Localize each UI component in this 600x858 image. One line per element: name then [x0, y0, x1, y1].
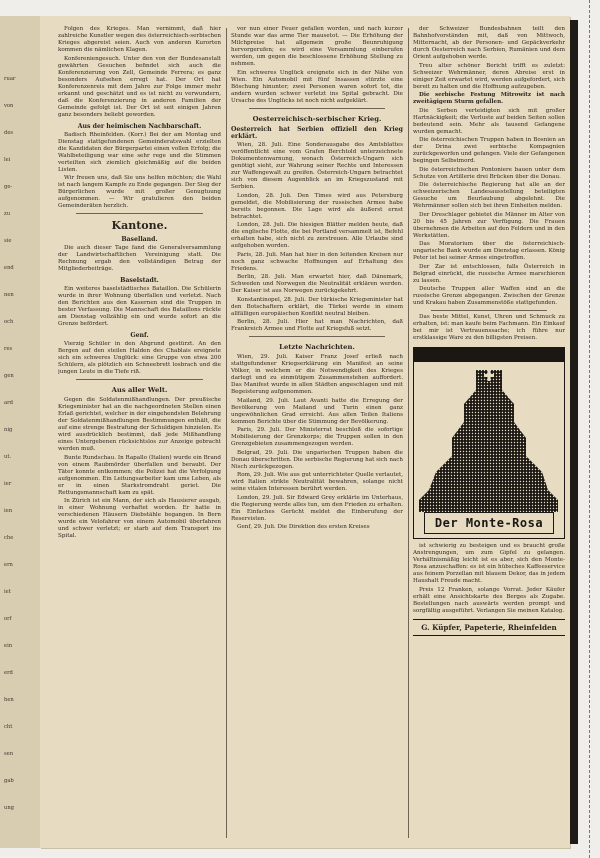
spine-text-fragment: nen [4, 292, 14, 298]
dispatch-paragraph: Der Zar ist entschlossen, falls Österreich in Belgrad einrückt, die russische Armee marschieren zu lassen. [413, 263, 565, 284]
spine-text-fragment: gen [4, 373, 14, 379]
article-paragraph: Badisch Rheinfelden. (Korr.) Bei der am Montag und Dienstag stattgefundenen Gemeinderatswahl erzielten die Kandidaten der Bürgerpartei einen vollen Erfolg; die Wahlbeteiligung war eine sehr rege und die Stimmen verteilten sich ziemlich gleichmäßig auf die beiden Listen. [58, 131, 221, 173]
cantons-heading: Kantone. [111, 219, 168, 232]
neighbourhood-heading: Aus der heimischen Nachbarschaft. [77, 122, 202, 130]
spine-text-fragment: cht [4, 724, 13, 730]
spine-text-fragment: ern [4, 562, 13, 568]
divider [76, 213, 203, 214]
spine-text-fragment: erd [4, 670, 13, 676]
spine-text-fragment: ut. [4, 454, 12, 460]
newspaper-page [40, 16, 570, 848]
spine-text-fragment: nig [4, 427, 13, 433]
dispatch-paragraph: Paris, 29. Juli. Der Ministerrat beschloß die sofortige Mobilisierung der Grenzkorps; die Truppen sollen in den Grenzgebieten zusammengezogen werden. [231, 427, 403, 448]
war-subheading: Oesterreich hat Serbien offiziell den Krieg erklärt. [231, 125, 403, 141]
mountain-shape [419, 370, 558, 512]
middle-column [231, 26, 403, 841]
spine-text-fragment: sie [4, 238, 12, 244]
dispatch-paragraph: Deutsche Truppen aller Waffen sind an die russische Grenze abgegangen. Zwischen der Grenze und Krakau haben Zusammenstöße stattgefunden. [413, 286, 565, 306]
dispatch-paragraph: Die österreichische Regierung hat alle an der schweizerischen Landesausstellung beteiligten Gesuche um Beurlaubung abgelehnt. Die Wehrmänner sollen sich bei ihren Einheiten melden. [413, 182, 565, 209]
dispatch-paragraph: London, 28. Juli. Die hiesigen Blätter melden heute, daß die englische Flotte, die bei Portland versammelt ist, Befehl erhalten habe, sich nicht zu zerstreuen. Alle Urlaube sind aufgehoben worden. [231, 222, 403, 250]
dispatch-paragraph: Genf, 29. Juli. Die Direktion des ersten Kreises [237, 524, 370, 531]
spine-text-fragment: och [4, 319, 14, 325]
spine-text-fragment: von [4, 103, 14, 109]
spine-text-fragment: end [4, 265, 14, 271]
dispatch-paragraph: Paris, 28. Juli. Man hat hier in den leitenden Kreisen nur noch ganz schwache Hoffnungen auf Erhaltung des Friedens. [231, 251, 403, 272]
article-paragraph: Wir freuen uns, daß Sie uns helfen möchten; die Wahl ist nach langem Kampfe zu Ende gegangen. Der Sieg der Bürgerlichen wurde mit großer Genugtuung aufgenommen. — Wir gratulieren den beiden Gemeinderäten herzlich. [58, 175, 221, 209]
article-paragraph: Gegen die Soldatenmißhandlungen. Der preußische Kriegsminister hat an die nachgeordneten Stellen einen Erlaß gerichtet, welcher in der eingehendsten Belehrung der Soldatenmißhandlungen Bestimmungen enthält, die auf eine strenge Bestrafung der Schuldigen hinzielen. Es wird ausdrücklich bestimmt, daß jede Mißhandlung eines Untergebenen rücksichtslos zur Anzeige gebracht werden muß. [58, 397, 221, 452]
spine-text-fragment: hen [4, 697, 14, 703]
right-column [413, 26, 565, 841]
divider [431, 310, 547, 311]
spine-text-fragment: des [4, 130, 14, 136]
spine-text-fragment: orf [4, 616, 12, 622]
war-heading: Oesterreichisch-serbischer Krieg. [252, 114, 382, 123]
canton-paragraph: Ein weiteres baselstädtisches Bataillon. Die Schülerin wurde in ihrer Wohnung überfallen und verletzt. Nach den Berichten aus den Kasernen sind die Truppen in bester Verfassung. Die Mannschaft des Bataillons rückte am Dienstag vollzählig ein und wurde sofort an die Grenze befördert. [58, 286, 221, 327]
article-paragraph: Ein schweres Unglück ereignete sich in der Nähe von Wien. Ein Automobil mit fünf Insassen stürzte eine Böschung hinunter; zwei Personen waren sofort tot, die andern wurden schwer verletzt ins Spital gebracht. Die Ursache des Unglücks ist noch nicht aufgeklärt. [231, 69, 403, 104]
dispatch-paragraph: Berlin, 28. Juli. Hier hat man Nachrichten, daß Frankreich Armee und Flotte auf Kriegsfuß setzt. [231, 319, 403, 333]
mountain-illustration [414, 360, 563, 512]
article-paragraph: vor nun einer Feuer gefallen worden, und nach kurzer Stunde war das arme Tier mausetot. — Die Erhöhung der Milchpreise hat allgemein große Beunruhigung hervorgerufen; es wird eine Versammlung einberufen werden, um gegen die beschlossene Erhöhung Stellung zu nehmen. [231, 26, 403, 67]
notice-paragraph: Das beste Mittel, Kunst, Uhren und Schmuck zu erhalten, ist: man kaufe beim Fachmann. Ein Einkauf bei mir ist Vertrauenssache; ich führe nur erstklassige Ware zu den billigsten Preisen. [413, 314, 565, 341]
ad-paragraph: Preis 12 Franken, solange Vorrat. Jeder Käufer erhält eine Ansichtskarte des Berges als Zugabe. Bestellungen nach auswärts werden prompt und sorgfältig ausgeführt. Verlangen Sie meinen Katalog. [413, 586, 565, 614]
spine-text-fragment: res [4, 346, 13, 352]
divider [76, 379, 203, 380]
dispatch-paragraph: Mailand, 29. Juli. Laut Avanti hatte die Erregung der Bevölkerung von Mailand und Turin einen ganz ungewöhnlichen Grad erreicht. Aus allen Teilen Italiens kommen Berichte über die Stimmung der Bevölkerung. [231, 397, 403, 425]
spine-text-fragment: iet [4, 589, 11, 595]
article-paragraph: Treu alter schöner Bericht trifft es zuletzt: Schweizer Wehrmänner, deren Abreise erst in einiger Zeit erwartet wird, werden aufgefordert, sich bereit zu halten und die Hoffnung aufzugeben. [413, 62, 565, 90]
dispatch-paragraph: London, 28. Juli. Den Times wird aus Petersburg gemeldet, die Mobilisierung der russischen Armee habe bereits begonnen. Die Lage wird als äußerst ernst betrachtet. [231, 192, 403, 220]
dispatch-paragraph: Belgrad, 29. Juli. Die ungarischen Truppen haben die Donau überschritten. Die serbische Regierung hat sich nach Nisch zurückgezogen. [231, 449, 403, 470]
spine-text-fragment: zu [4, 211, 11, 217]
dispatch-paragraph: Rom, 29. Juli. Wie aus gut unterrichteter Quelle verlautet, wird Italien strikte Neutralität bewahren, solange nicht seine vitalen Interessen berührt werden. [231, 472, 403, 493]
article-paragraph: Folgen des Krieges. Man vernimmt, daß hier zahlreiche Kunstler wegen des österreichisch-serbischen Krieges abgereist seien. Auch von anderen Kurorten kommen die nämlichen Klagen. [58, 26, 221, 53]
latest-news-heading: Letzte Nachrichten. [279, 343, 355, 352]
article-paragraph: In Zürich ist ein Mann, der sich als Hausierer ausgab, in einer Wohnung verhaftet worden. Er hatte in verschiedenen Häusern Diebstähle begangen. In Bern wurde ein Velofahrer von einem Automobil überfahren und schwer verletzt; er starb auf dem Transport ins Spital. [58, 498, 221, 539]
spine-text-fragment: ard [4, 400, 13, 406]
divider [249, 108, 385, 109]
spine-text-fragment: ruar [4, 76, 16, 82]
dispatch-paragraph: Konstantinopel, 28. Juli. Der türkische Kriegsminister hat den Botschaftern erklärt, die Türkei werde in einem allfälligen europäischen Konflikt neutral bleiben. [231, 296, 403, 317]
dispatch-paragraph: Die österreichischen Truppen haben in Bosnien an der Drina zwei serbische Kompagnien zurückgeworfen und gefangen. Viele der Gefangenen begingen Selbstmord. [413, 137, 565, 164]
spine-text-fragment: che [4, 535, 14, 541]
dispatch-paragraph: Wien, 28. Juli. Eine Sonderausgabe des Amtsblattes veröffentlicht eine vom Grafen Berchtold unterzeichnete Dokumentenwarnung, wonach Österreich-Ungarn sich genötigt sieht, zur Wahrung seiner Rechte und Interessen zur Waffengewalt zu greifen. Österreich-Ungarn betrachtet sich von diesem Augenblick an im Kriegszustand mit Serbien. [231, 142, 403, 191]
spine-text-fragment: ge- [4, 184, 13, 190]
ad-paragraph: ist schwierig zu besteigen und es braucht große Anstrengungen, um zum Gipfel zu gelangen. Verhältnismäßig leicht ist es aber, sich den Monte-Rosa anzuschaffen: es ist ein hübsches Kaffeeservice aus feinem Porzellan mit blauem Dekor, das in jedem Haushalt Freude macht. [413, 543, 565, 584]
spine-text-fragment: ein [4, 643, 13, 649]
left-column [58, 26, 221, 841]
article-paragraph: der Schweizer Bundesbahnen teilt den Bahnhofvorständen mit, daß von Mittwoch, Mitternacht, ab der Personen- und Gepäckverkehr durch Oesterreich nach Serbien, Rumänien und dem Orient aufgehoben werde. [413, 26, 565, 60]
article-paragraph: Konfereniengesuch. Unter den von der Bundesanstalt gewährten Gesuchen befindet sich auch die Konferenzierung von Zell, Gemeinde Ferrera; es ganz besonders Aufsehen erregt hat. Der Ort hat Konferenzenreis mit dem Jahre zur Folge immer mehr erkannt und geschätzt und es ist nicht zu verwundern, daß die Konferenzierung in anderen Familien der Gemeinde gefolgt ist. Der Ort ist seit einigen Jahren ganz besonders beliebt geworden. [58, 55, 221, 118]
crop-guide-line [589, 0, 590, 858]
dispatch-paragraph: Die Serben verteidigten sich mit großer Hartnäckigkeit; die Verluste auf beiden Seiten sollen bedeutend sein. Mehr als tausend Gefangene wurden gemacht. [413, 107, 565, 135]
column-rule [226, 28, 227, 838]
spine-text-fragment: lei [4, 157, 11, 163]
world-news-heading: Aus aller Welt. [111, 386, 168, 394]
dispatch-paragraph: Die österreichischen Pontoniere bauen unter dem Schutze von Artillerie drei Brücken über die Donau. [413, 166, 565, 180]
canton-paragraph: Die auch dieser Tage fand die Generalversammlung der Landwirtschaftlichen Vereinigung statt. Die Rechnung ergab den vollständigen Betrag der Mitgliederbeiträge. [58, 245, 221, 272]
dispatch-paragraph: Der Dreschlager gebietet die Männer im Alter von 20 bis 45 Jahren zur Verfügung. Die Frauen übernehmen die Arbeiten auf den Feldern und in den Werkstätten. [413, 211, 565, 239]
canton-title: Genf. [130, 332, 149, 339]
dispatch-paragraph: London, 29. Juli. Sir Edward Grey erklärte im Unterhaus, die Regierung werde alles tun, um den Frieden zu erhalten. Ein Einfaches Gerücht meldet die Einberufung der Reservisten. [231, 494, 403, 522]
binding-edge [570, 20, 578, 844]
canton-title: Baselland. [121, 236, 158, 243]
adjacent-page-edge [0, 16, 40, 848]
spine-text-fragment: ier [4, 481, 12, 487]
article-paragraph: Bunte Rundschau. In Rapallo (Italien) wurde ein Brand von einem Raubmörder überfallen und beraubt. Der Täter konnte entkommen; die Polizei hat die Verfolgung aufgenommen. Ein Leitungsarbeiter kam ums Leben, als er in einen Starkstromdraht geriet. Die Rettungsmannschaft kam zu spät. [58, 454, 221, 496]
shop-signature: G. Küpfer, Papeterie, Rheinfelden [413, 619, 565, 636]
dispatch-paragraph: Das Moratorium über die österreichisch-ungarische Bank wurde am Dienstag erlassen. König Peter ist bei seiner Armee eingetroffen. [413, 241, 565, 261]
spine-text-fragment: sen [4, 751, 14, 757]
canton-title: Baselstadt. [120, 277, 159, 284]
dispatch-paragraph: Berlin, 28. Juli. Man erwartet hier, daß Dänemark, Schweden und Norwegen die Neutralität erklären werden. Der Kaiser ist aus Norwegen zurückgekehrt. [231, 274, 403, 295]
dispatch-paragraph: Wien, 29. Juli. Kaiser Franz Josef erließ nach stattgefundener Kriegserklärung ein Manifest an seine Völker, in welchem er die Notwendigkeit des Krieges darlegt und zu einmütigem Zusammenstehen auffordert. Das Manifest wurde in allen Städten angeschlagen und mit Begeisterung aufgenommen. [231, 354, 403, 396]
spine-text-fragment: gab [4, 778, 14, 784]
spine-text-fragment: ung [4, 805, 15, 811]
column-rule [408, 28, 409, 838]
fortress-heading: Die serbische Festung Mitrowitz ist nach zweitägigem Sturm gefallen. [413, 92, 565, 105]
canton-paragraph: Vierzig Schüler in den Abgrund gestürzt. An den Bergen auf den steilen Halden des Chablais ereignete sich ein schweres Unglück: eine Gruppe von etwa 200 Schülern, als plötzlich ein Schneebrett losbrach und die jungen Leute in die Tiefe riß. [58, 341, 221, 375]
divider [249, 336, 385, 337]
ad-title: Der Monte-Rosa [424, 512, 554, 534]
monte-rosa-advertisement [413, 347, 565, 539]
spine-text-fragment: ien [4, 508, 13, 514]
